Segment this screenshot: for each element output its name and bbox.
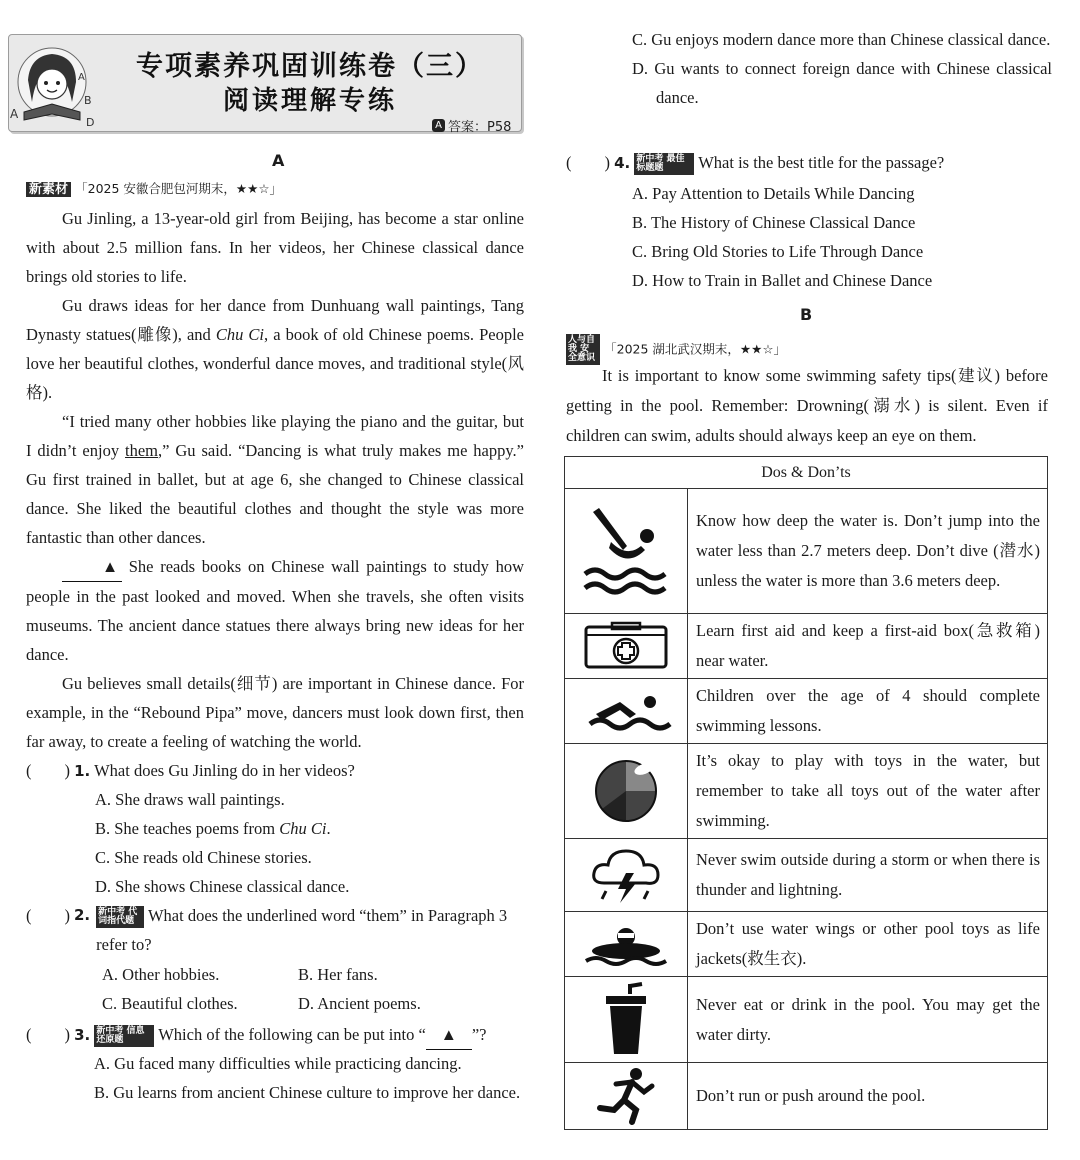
table-cell-text: Don’t run or push around the pool. — [688, 1063, 1048, 1130]
option-c[interactable]: C. She reads old Chinese stories. — [95, 848, 312, 867]
option-a[interactable]: A. Pay Attention to Details While Dancing — [632, 184, 915, 203]
q4-options — [632, 179, 1052, 295]
option-d[interactable]: D. She shows Chinese classical dance. — [95, 877, 350, 896]
page-subtitle: 阅读理解专练 — [222, 86, 397, 116]
question-text: What does Gu Jinling do in her videos? — [94, 761, 355, 780]
topic-tag: 人与自我 安全意识 — [566, 334, 600, 365]
underlined-word: them — [125, 441, 159, 460]
option-b[interactable]: B. She teaches poems from Chu Ci. — [95, 819, 331, 838]
dos-and-donts-table — [564, 456, 1048, 1130]
option-d[interactable]: D. Gu wants to connect foreign dance with Chinese classical dance. — [632, 59, 1052, 107]
diving-icon — [565, 489, 688, 614]
option-b[interactable]: B. The History of Chinese Classical Dance — [632, 213, 916, 232]
table-cell-text: Never eat or drink in the pool. You may get the water dirty. — [688, 977, 1048, 1063]
q2-options — [102, 960, 502, 1018]
svg-text:D: D — [86, 116, 95, 129]
drink-cup-icon — [565, 977, 688, 1063]
table-cell-text: It’s okay to play with toys in the water, but remember to take all toys out of the water after swimming. — [688, 744, 1048, 839]
table-cell-text: Don’t use water wings or other pool toys as life jackets(救生衣). — [688, 912, 1048, 977]
answer-page: 答案：P58 — [448, 120, 512, 135]
answer-paren[interactable]: ( ) — [566, 153, 610, 172]
question-text: What is the best title for the passage? — [698, 153, 945, 172]
section-a-heading: A — [272, 151, 285, 170]
question-4 — [566, 148, 1056, 178]
option-d[interactable]: D. How to Train in Ballet and Chinese Dance — [632, 271, 933, 290]
new-material-tag: 新素材 — [26, 182, 71, 197]
answer-paren[interactable]: ( ) — [26, 1025, 70, 1044]
table-row — [565, 912, 1048, 977]
svg-text:A: A — [10, 107, 19, 121]
answer-blank: ▲ — [62, 552, 122, 582]
book-title: Chu Ci — [215, 325, 265, 344]
option-c[interactable]: C. Bring Old Stories to Life Through Dance — [632, 242, 924, 261]
table-cell-text: Know how deep the water is. Don’t jump into the water less than 2.7 meters deep. Don’t dive (潜水) unless the water is more than 3.6 meters deep. — [688, 489, 1048, 614]
source-label: 「2025 湖北武汉期末，★★☆」 — [604, 341, 787, 357]
page-title: 专项素养巩固训练卷（三） — [136, 51, 484, 82]
question-text: What does the underlined word “them” in Paragraph 3 refer to? — [96, 906, 508, 954]
option-a[interactable]: A. Gu faced many difficulties while practicing dancing. — [94, 1054, 462, 1073]
table-row — [565, 679, 1048, 744]
section-b-heading: B — [800, 305, 813, 324]
option-a[interactable]: A. She draws wall paintings. — [95, 790, 285, 809]
question-number: 3. — [74, 1026, 91, 1044]
table-row — [565, 839, 1048, 912]
q3-options — [94, 1049, 524, 1107]
beach-ball-icon — [565, 744, 688, 839]
table-row — [565, 1063, 1048, 1130]
question-type-tag: 新中考 最佳标题题 — [634, 153, 694, 175]
table-header: Dos & Don’ts — [565, 457, 1048, 489]
option-d[interactable]: D. Ancient poems. — [298, 994, 421, 1013]
option-c[interactable]: C. Gu enjoys modern dance more than Chinese classical dance. — [632, 30, 1051, 49]
paragraph-3: “I tried many other hobbies like playing the piano and the guitar, but I didn’t enjoy them,” Gu said. “Dancing is what truly makes me happy.” Gu first trained in ballet, but at age 6, she changed to Chinese classical dance. She liked the beautiful clothes and thought the style was more fantastic than other dances. — [26, 412, 524, 547]
answer-paren[interactable]: ( ) — [26, 906, 70, 925]
section-a-source — [26, 178, 282, 198]
table-row — [565, 614, 1048, 679]
answer-badge: A — [432, 119, 445, 132]
table-row — [565, 489, 1048, 614]
answer-blank: ▲ — [426, 1020, 472, 1050]
question-number: 2. — [74, 906, 91, 924]
option-a[interactable]: A. Other hobbies. — [102, 965, 220, 984]
option-c[interactable]: C. Beautiful clothes. — [102, 994, 238, 1013]
option-b[interactable]: B. Gu learns from ancient Chinese culture to improve her dance. — [94, 1083, 521, 1102]
first-aid-box-icon — [565, 614, 688, 679]
svg-text:A: A — [78, 72, 85, 83]
running-person-icon — [565, 1063, 688, 1130]
source-label: 「2025 安徽合肥包河期末，★★☆」 — [75, 181, 283, 196]
table-row — [565, 977, 1048, 1063]
option-b[interactable]: B. Her fans. — [298, 965, 378, 984]
paragraph-5: Gu believes small details(细节) are important in Chinese dance. For example, in the “Rebound Pipa” move, dancers must look down first, then far away, to create a feeling of watching the world. — [26, 674, 524, 751]
svg-text:B: B — [84, 94, 92, 107]
thunderstorm-icon — [565, 839, 688, 912]
question-1 — [26, 756, 526, 786]
question-2 — [26, 901, 526, 959]
paragraph-1: Gu Jinling, a 13-year-old girl from Beijing, has become a star online with about 2.5 million fans. In her videos, her Chinese classical dance brings old stories to life. — [26, 209, 524, 286]
paragraph-2: Gu draws ideas for her dance from Dunhuang wall paintings, Tang Dynasty statues(雕像), and Chu Ci, a book of old Chinese poems. People love her beautiful clothes, wonderful dance moves, and traditional style(风格). — [26, 296, 524, 402]
answer-paren[interactable]: ( ) — [26, 761, 70, 780]
swimmer-icon — [565, 679, 688, 744]
table-row — [565, 744, 1048, 839]
reading-girl-icon — [6, 42, 98, 134]
question-3: ( ) 3. 新中考 信息还原题 Which of the following can be put into “ ▲ ”? — [26, 1020, 526, 1050]
table-cell-text: Children over the age of 4 should complete swimming lessons. — [688, 679, 1048, 744]
q3-options-continued — [632, 25, 1052, 112]
question-type-tag: 新中考 信息还原题 — [94, 1025, 154, 1047]
table-cell-text: Learn first aid and keep a first-aid box(急救箱) near water. — [688, 614, 1048, 679]
table-cell-text: Never swim outside during a storm or when there is thunder and lightning. — [688, 839, 1048, 912]
question-number: 1. — [74, 762, 91, 780]
passage-a — [26, 204, 524, 756]
question-number: 4. — [614, 154, 631, 172]
water-wings-swimmer-icon — [565, 912, 688, 977]
question-type-tag: 新中考 代词指代题 — [96, 906, 144, 928]
paragraph-4: ▲ She reads books on Chinese wall paintings to study how people in the past looked and moved. When she travels, she often visits museums. The ancient dance statues there always bring new ideas for her dance. — [26, 552, 524, 669]
q1-options — [95, 785, 349, 901]
passage-b-intro: It is important to know some swimming safety tips(建议) before getting in the pool. Remember: Drowning(溺水) is silent. Even if children can swim, adults should always keep an eye on them. — [566, 366, 1048, 445]
answer-reference — [432, 116, 511, 135]
